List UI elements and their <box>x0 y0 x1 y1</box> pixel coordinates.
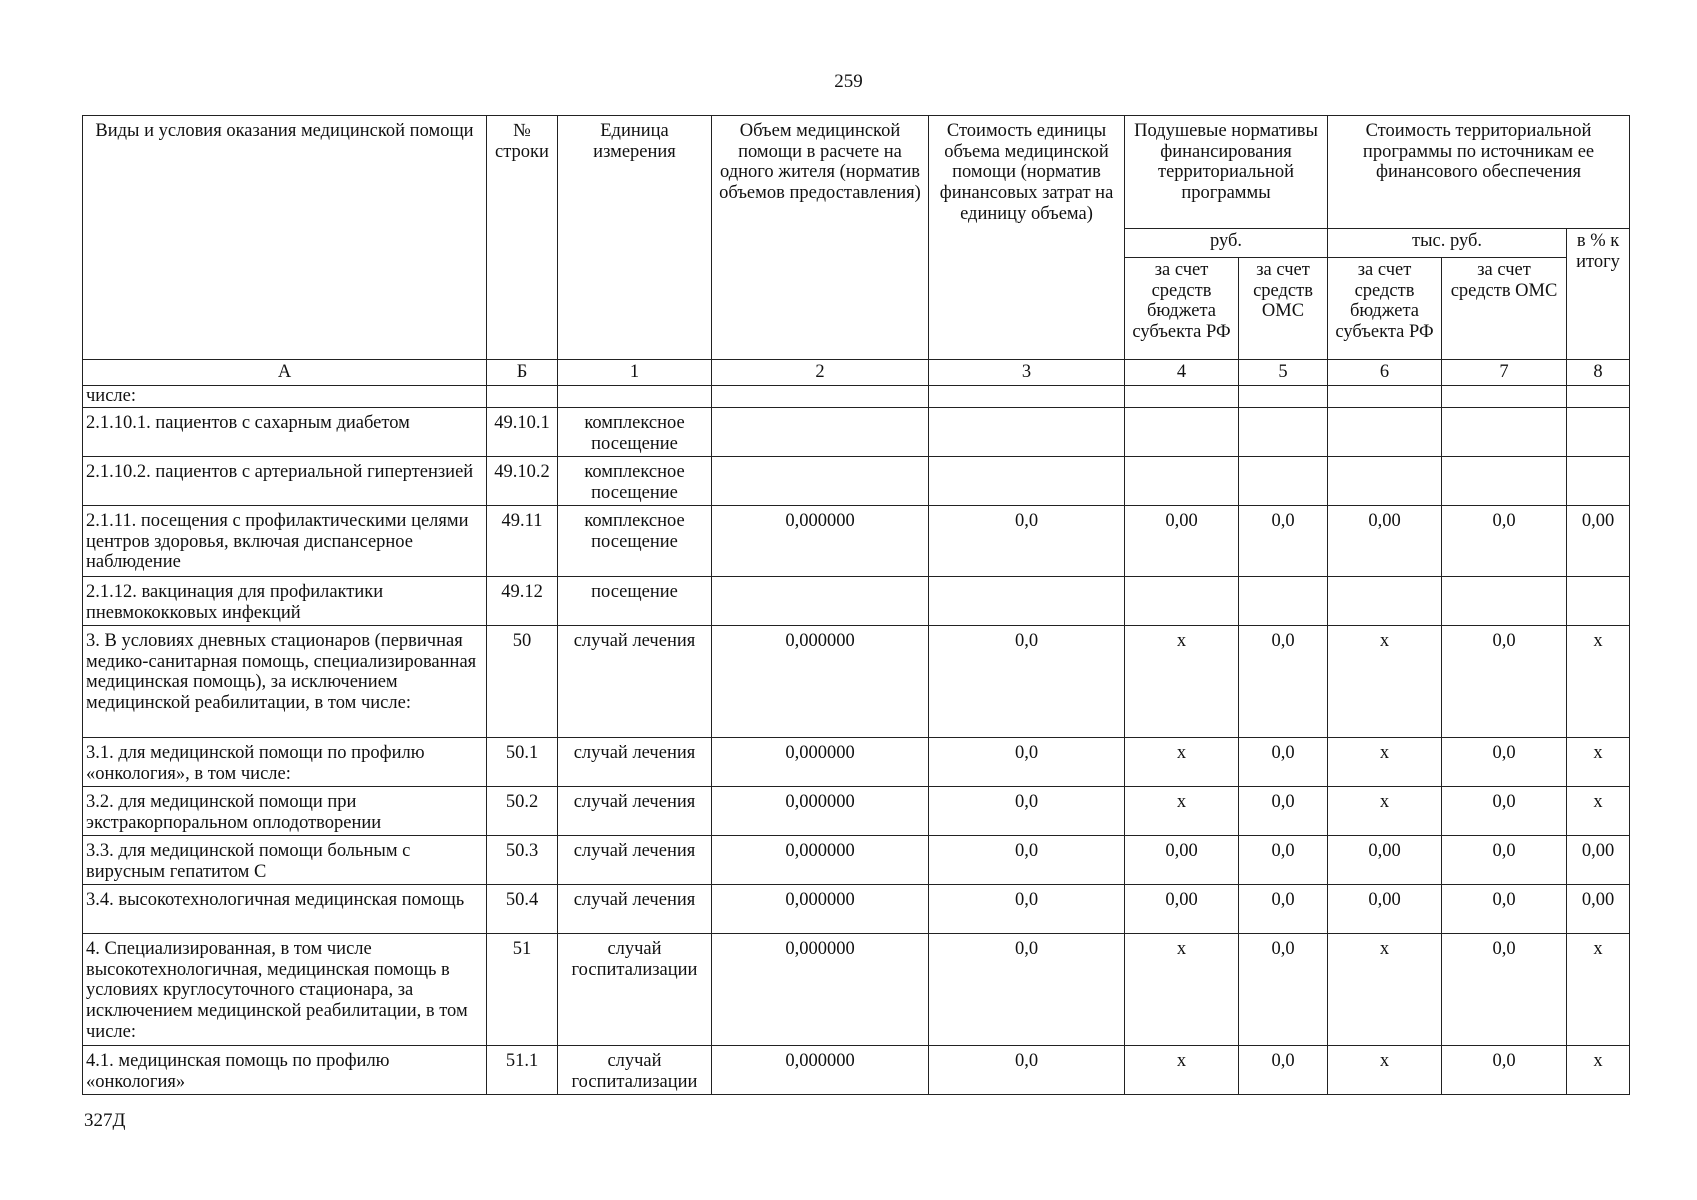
row-cost-oms <box>1442 386 1567 408</box>
column-number: 8 <box>1567 360 1630 386</box>
row-unit: случай лечения <box>558 738 712 787</box>
row-per-capita-oms: 0,0 <box>1239 626 1328 738</box>
row-per-capita-oms: 0,0 <box>1239 885 1328 934</box>
row-line-number: 51.1 <box>487 1046 558 1095</box>
row-unit-cost <box>929 408 1125 457</box>
row-unit: случай лечения <box>558 885 712 934</box>
column-number: 4 <box>1125 360 1239 386</box>
row-percent-total: х <box>1567 738 1630 787</box>
row-per-capita-oms: 0,0 <box>1239 934 1328 1046</box>
row-line-number: 50.3 <box>487 836 558 885</box>
row-unit-cost <box>929 386 1125 408</box>
row-unit-cost: 0,0 <box>929 1046 1125 1095</box>
row-unit-cost: 0,0 <box>929 506 1125 577</box>
row-cost-budget: 0,00 <box>1328 885 1442 934</box>
row-unit-cost <box>929 577 1125 626</box>
row-line-number: 51 <box>487 934 558 1046</box>
table-row <box>83 626 1630 738</box>
page-number: 259 <box>834 71 863 92</box>
row-volume <box>712 408 929 457</box>
table-row <box>83 836 1630 885</box>
row-care-type: 4.1. медицинская помощь по профилю «онкология» <box>83 1046 487 1095</box>
row-percent-total <box>1567 386 1630 408</box>
row-line-number: 49.10.2 <box>487 457 558 506</box>
row-per-capita-budget: 0,00 <box>1125 836 1239 885</box>
row-cost-budget <box>1328 408 1442 457</box>
header-unit-cost: Стоимость единицы объема медицинской помощи (норматив финансовых затрат на единицу объема) <box>929 116 1125 360</box>
row-per-capita-budget: х <box>1125 934 1239 1046</box>
row-line-number: 50.1 <box>487 738 558 787</box>
row-cost-budget <box>1328 457 1442 506</box>
row-unit: комплексное посещение <box>558 457 712 506</box>
row-cost-budget: 0,00 <box>1328 506 1442 577</box>
row-cost-oms: 0,0 <box>1442 738 1567 787</box>
row-volume: 0,000000 <box>712 885 929 934</box>
table-row <box>83 386 1630 408</box>
column-number: 3 <box>929 360 1125 386</box>
row-care-type: 3.4. высокотехнологичная медицинская помощь <box>83 885 487 934</box>
header-percent-total: в % к итогу <box>1567 229 1630 360</box>
column-number: 5 <box>1239 360 1328 386</box>
row-cost-budget: х <box>1328 934 1442 1046</box>
row-unit-cost: 0,0 <box>929 787 1125 836</box>
row-cost-oms: 0,0 <box>1442 506 1567 577</box>
header-per-capita-group: Подушевые нормативы финансирования территориальной программы <box>1125 116 1328 229</box>
row-unit: посещение <box>558 577 712 626</box>
row-unit: случай лечения <box>558 626 712 738</box>
row-cost-budget <box>1328 386 1442 408</box>
row-unit-cost: 0,0 <box>929 626 1125 738</box>
row-volume: 0,000000 <box>712 626 929 738</box>
row-cost-budget: х <box>1328 787 1442 836</box>
row-volume <box>712 386 929 408</box>
row-line-number: 49.10.1 <box>487 408 558 457</box>
row-line-number <box>487 386 558 408</box>
row-unit-cost: 0,0 <box>929 738 1125 787</box>
table-row <box>83 457 1630 506</box>
row-per-capita-budget: 0,00 <box>1125 506 1239 577</box>
row-care-type: 2.1.10.1. пациентов с сахарным диабетом <box>83 408 487 457</box>
row-per-capita-budget <box>1125 386 1239 408</box>
row-percent-total: 0,00 <box>1567 836 1630 885</box>
row-volume: 0,000000 <box>712 738 929 787</box>
header-care-type: Виды и условия оказания медицинской помощи <box>83 116 487 360</box>
row-per-capita-budget <box>1125 457 1239 506</box>
row-cost-budget <box>1328 577 1442 626</box>
row-line-number: 49.12 <box>487 577 558 626</box>
row-volume <box>712 457 929 506</box>
row-per-capita-oms <box>1239 386 1328 408</box>
row-cost-oms: 0,0 <box>1442 836 1567 885</box>
row-per-capita-oms: 0,0 <box>1239 836 1328 885</box>
row-per-capita-oms: 0,0 <box>1239 787 1328 836</box>
row-cost-oms: 0,0 <box>1442 1046 1567 1095</box>
footer-document-code: 327Д <box>84 1110 126 1131</box>
row-cost-budget: х <box>1328 1046 1442 1095</box>
row-per-capita-oms <box>1239 577 1328 626</box>
row-unit-cost: 0,0 <box>929 885 1125 934</box>
row-cost-oms: 0,0 <box>1442 626 1567 738</box>
row-volume: 0,000000 <box>712 836 929 885</box>
row-volume: 0,000000 <box>712 934 929 1046</box>
row-per-capita-budget: х <box>1125 1046 1239 1095</box>
row-cost-budget: х <box>1328 626 1442 738</box>
row-cost-oms: 0,0 <box>1442 885 1567 934</box>
row-volume: 0,000000 <box>712 787 929 836</box>
row-per-capita-budget: х <box>1125 738 1239 787</box>
table-row <box>83 577 1630 626</box>
table-row <box>83 885 1630 934</box>
row-line-number: 50.2 <box>487 787 558 836</box>
row-per-capita-budget: х <box>1125 787 1239 836</box>
table-row <box>83 408 1630 457</box>
row-unit: случай лечения <box>558 836 712 885</box>
row-unit: комплексное посещение <box>558 408 712 457</box>
row-cost-oms: 0,0 <box>1442 787 1567 836</box>
row-percent-total: 0,00 <box>1567 885 1630 934</box>
row-per-capita-budget: 0,00 <box>1125 885 1239 934</box>
column-number: А <box>83 360 487 386</box>
row-cost-budget: х <box>1328 738 1442 787</box>
row-percent-total <box>1567 577 1630 626</box>
column-number: Б <box>487 360 558 386</box>
header-per-capita-oms: за счет средств ОМС <box>1239 258 1328 360</box>
row-volume: 0,000000 <box>712 1046 929 1095</box>
row-care-type: 2.1.12. вакцинация для профилактики пневмококковых инфекций <box>83 577 487 626</box>
row-line-number: 50.4 <box>487 885 558 934</box>
row-unit-cost: 0,0 <box>929 934 1125 1046</box>
row-percent-total: х <box>1567 626 1630 738</box>
row-per-capita-budget: х <box>1125 626 1239 738</box>
row-care-type: 3.3. для медицинской помощи больным с вирусным гепатитом С <box>83 836 487 885</box>
row-percent-total: 0,00 <box>1567 506 1630 577</box>
row-unit: случай госпитализации <box>558 934 712 1046</box>
row-unit-cost: 0,0 <box>929 836 1125 885</box>
column-number: 7 <box>1442 360 1567 386</box>
row-care-type: 3. В условиях дневных стационаров (первичная медико-санитарная помощь, специализированная медицинская помощь), за исключением медицинской реабилитации, в том числе: <box>83 626 487 738</box>
row-percent-total: х <box>1567 787 1630 836</box>
row-per-capita-oms: 0,0 <box>1239 738 1328 787</box>
row-care-type: числе: <box>83 386 487 408</box>
row-cost-oms <box>1442 577 1567 626</box>
row-unit <box>558 386 712 408</box>
row-care-type: 4. Специализированная, в том числе высокотехнологичная, медицинская помощь в условиях круглосуточного стационара, за исключением медицинской реабилитации, в том числе: <box>83 934 487 1046</box>
header-per-capita-budget: за счет средств бюджета субъекта РФ <box>1125 258 1239 360</box>
row-cost-oms: 0,0 <box>1442 934 1567 1046</box>
row-volume: 0,000000 <box>712 506 929 577</box>
row-percent-total: х <box>1567 1046 1630 1095</box>
column-number: 1 <box>558 360 712 386</box>
header-cost-budget: за счет средств бюджета субъекта РФ <box>1328 258 1442 360</box>
row-percent-total: х <box>1567 934 1630 1046</box>
column-number: 2 <box>712 360 929 386</box>
row-per-capita-oms <box>1239 408 1328 457</box>
row-per-capita-budget <box>1125 577 1239 626</box>
column-number-row <box>83 360 1630 386</box>
row-line-number: 50 <box>487 626 558 738</box>
table-row <box>83 787 1630 836</box>
row-per-capita-oms: 0,0 <box>1239 1046 1328 1095</box>
table-row <box>83 1046 1630 1095</box>
row-per-capita-budget <box>1125 408 1239 457</box>
row-per-capita-oms: 0,0 <box>1239 506 1328 577</box>
row-cost-budget: 0,00 <box>1328 836 1442 885</box>
row-percent-total <box>1567 457 1630 506</box>
medical-care-table <box>82 115 1630 1095</box>
table-row <box>83 506 1630 577</box>
row-care-type: 2.1.10.2. пациентов с артериальной гипертензией <box>83 457 487 506</box>
header-unit-rub: руб. <box>1125 229 1328 258</box>
row-care-type: 3.1. для медицинской помощи по профилю «онкология», в том числе: <box>83 738 487 787</box>
table-row <box>83 934 1630 1046</box>
row-unit: случай госпитализации <box>558 1046 712 1095</box>
row-unit-cost <box>929 457 1125 506</box>
header-program-cost-group: Стоимость территориальной программы по источникам ее финансового обеспечения <box>1328 116 1630 229</box>
header-cost-oms: за счет средств ОМС <box>1442 258 1567 360</box>
row-cost-oms <box>1442 408 1567 457</box>
column-number: 6 <box>1328 360 1442 386</box>
row-line-number: 49.11 <box>487 506 558 577</box>
row-unit: комплексное посещение <box>558 506 712 577</box>
row-care-type: 2.1.11. посещения с профилактическими целями центров здоровья, включая диспансерное наблюдение <box>83 506 487 577</box>
row-percent-total <box>1567 408 1630 457</box>
header-line-number: № строки <box>487 116 558 360</box>
row-cost-oms <box>1442 457 1567 506</box>
header-unit: Единица измерения <box>558 116 712 360</box>
row-per-capita-oms <box>1239 457 1328 506</box>
row-care-type: 3.2. для медицинской помощи при экстракорпоральном оплодотворении <box>83 787 487 836</box>
table-row <box>83 738 1630 787</box>
header-unit-thousand-rub: тыс. руб. <box>1328 229 1567 258</box>
header-volume: Объем медицинской помощи в расчете на одного жителя (норматив объемов предоставления) <box>712 116 929 360</box>
row-volume <box>712 577 929 626</box>
row-unit: случай лечения <box>558 787 712 836</box>
